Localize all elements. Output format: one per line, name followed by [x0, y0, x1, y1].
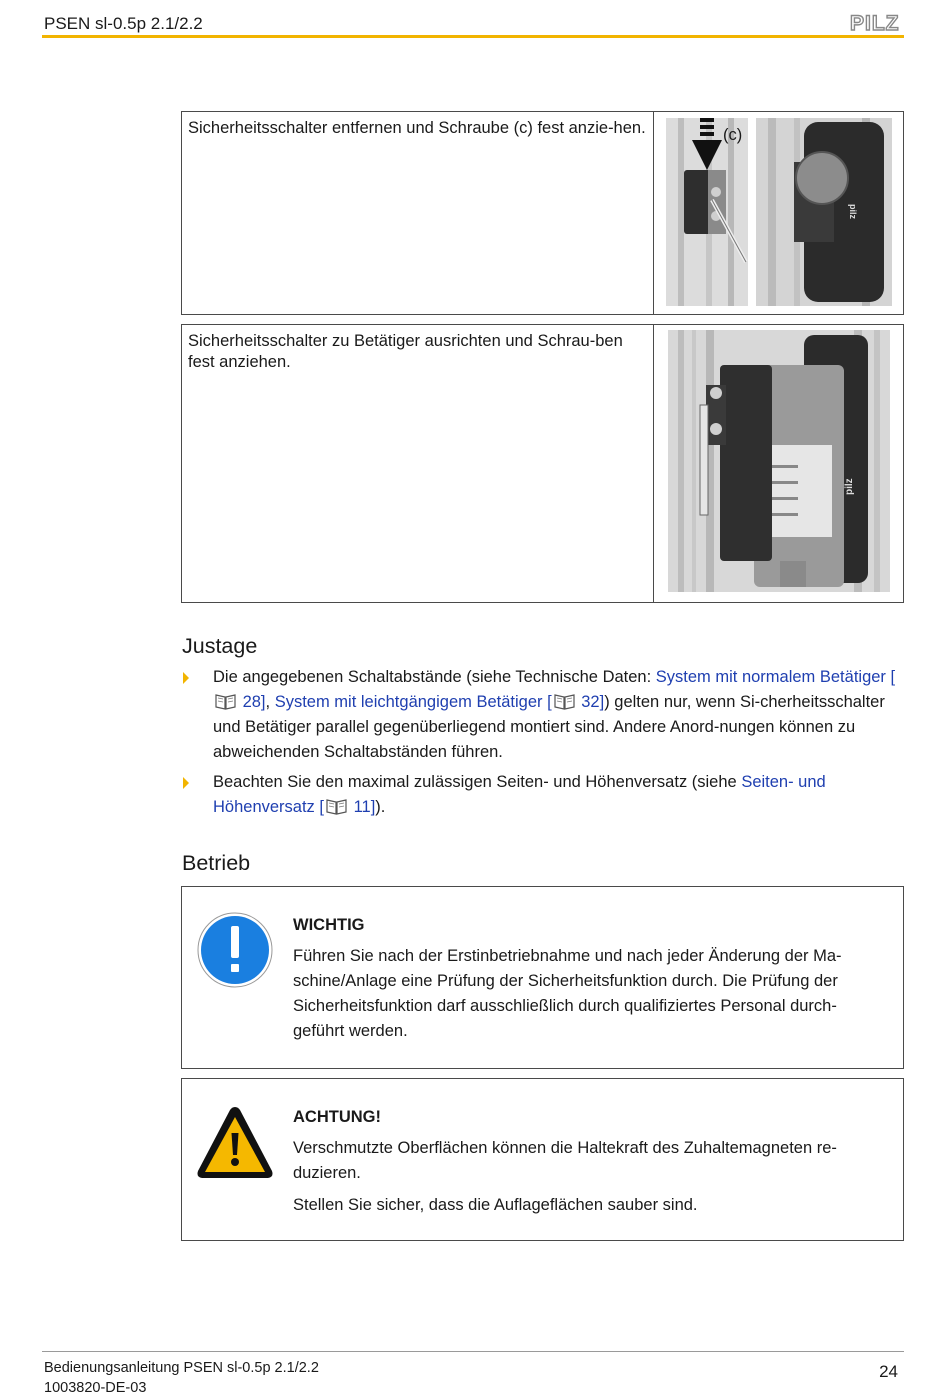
notice-caution-text-2: Stellen Sie sicher, dass die Auflageflächen sauber sind.: [293, 1196, 698, 1214]
footer-manual-title: Bedienungsanleitung PSEN sl-0.5p 2.1/2.2: [44, 1360, 319, 1376]
footer-doc-number: 1003820-DE-03: [44, 1380, 147, 1392]
link-system-smooth[interactable]: System mit leichtgängigem Betätiger [ 32]: [274, 693, 605, 711]
switch-removal-illustration-icon: [654, 112, 904, 314]
link-system-normal[interactable]: System mit normalem Betätiger [ 28]: [213, 668, 895, 711]
svg-text:PILZ: PILZ: [850, 12, 900, 34]
list-item: Die angegebenen Schaltabstände (siehe Technische Daten: System mit normalem Betätiger [ 28], System mit leichtgängigem Betätiger [ 32]) gelten nur, wenn Si-cherheitsschalter und Betätiger parallel gegenüberliegend montiert sind. Andere Anord-nungen können zu abweichenden Schaltabständen führen.: [182, 665, 904, 765]
page-number: 24: [879, 1362, 898, 1381]
justage-heading: Justage: [182, 634, 258, 658]
header-title: PSEN sl-0.5p 2.1/2.2: [44, 14, 203, 33]
notice-caution-heading: ACHTUNG!: [293, 1108, 381, 1126]
step-table-2: [181, 324, 904, 603]
justage-list: [182, 665, 904, 825]
link-offset[interactable]: Seiten- und Höhenversatz [ 11]: [213, 773, 826, 816]
list-item: Beachten Sie den maximal zulässigen Seiten- und Höhenversatz (siehe Seiten- und Höhenversatz [ 11]).: [182, 770, 904, 820]
svg-text:pilz: pilz: [844, 478, 855, 495]
header-rule: [42, 35, 904, 38]
step-2-text: Sicherheitsschalter zu Betätiger ausrichten und Schrau-ben fest anziehen.: [182, 325, 654, 602]
notice-caution: [181, 1078, 904, 1241]
bullet-arrow-icon: [183, 672, 189, 684]
footer-info: [44, 1358, 319, 1392]
bullet-1-text-start: Die angegebenen Schaltabstände (siehe Technische Daten:: [213, 668, 656, 686]
bullet-arrow-icon: [183, 777, 189, 789]
bullet-2-text-start: Beachten Sie den maximal zulässigen Seiten- und Höhenversatz (siehe: [213, 773, 742, 791]
footer-rule: [42, 1351, 904, 1352]
warning-triangle-icon: [196, 1103, 274, 1181]
svg-text:pilz: pilz: [848, 204, 858, 219]
book-icon: [326, 798, 347, 815]
step-2-image: [654, 325, 903, 602]
step-1-text: Sicherheitsschalter entfernen und Schraube (c) fest anzie-hen.: [182, 112, 654, 314]
notice-important-text: Führen Sie nach der Erstinbetriebnahme und nach jeder Änderung der Ma-schine/Anlage eine Prüfung der Sicherheitsfunktion durch. Die Prüfung der Sicherheitsfunktion darf ausschließlich durch qualifiziertes Personal durch-geführt werden.: [293, 947, 842, 1040]
step-table-1: [181, 111, 904, 315]
notice-caution-text-1: Verschmutzte Oberflächen können die Haltekraft des Zuhaltemagneten re-duzieren.: [293, 1139, 837, 1182]
pilz-logo: [850, 12, 904, 34]
betrieb-heading: Betrieb: [182, 851, 251, 875]
bullet-1-text-end: ) gelten nur, wenn Si-cherheitsschalter und Betätiger parallel gegenüberliegend montiert sind. Andere Anord-nungen können zu abweichenden Schaltabständen führen.: [213, 693, 885, 761]
notice-important: [181, 886, 904, 1069]
step-1-callout: (c): [723, 126, 743, 144]
switch-alignment-illustration-icon: [654, 325, 904, 602]
info-exclamation-icon: [196, 911, 274, 989]
book-icon: [215, 693, 236, 710]
step-1-image: [654, 112, 903, 314]
notice-important-heading: WICHTIG: [293, 916, 365, 934]
book-icon: [554, 693, 575, 710]
